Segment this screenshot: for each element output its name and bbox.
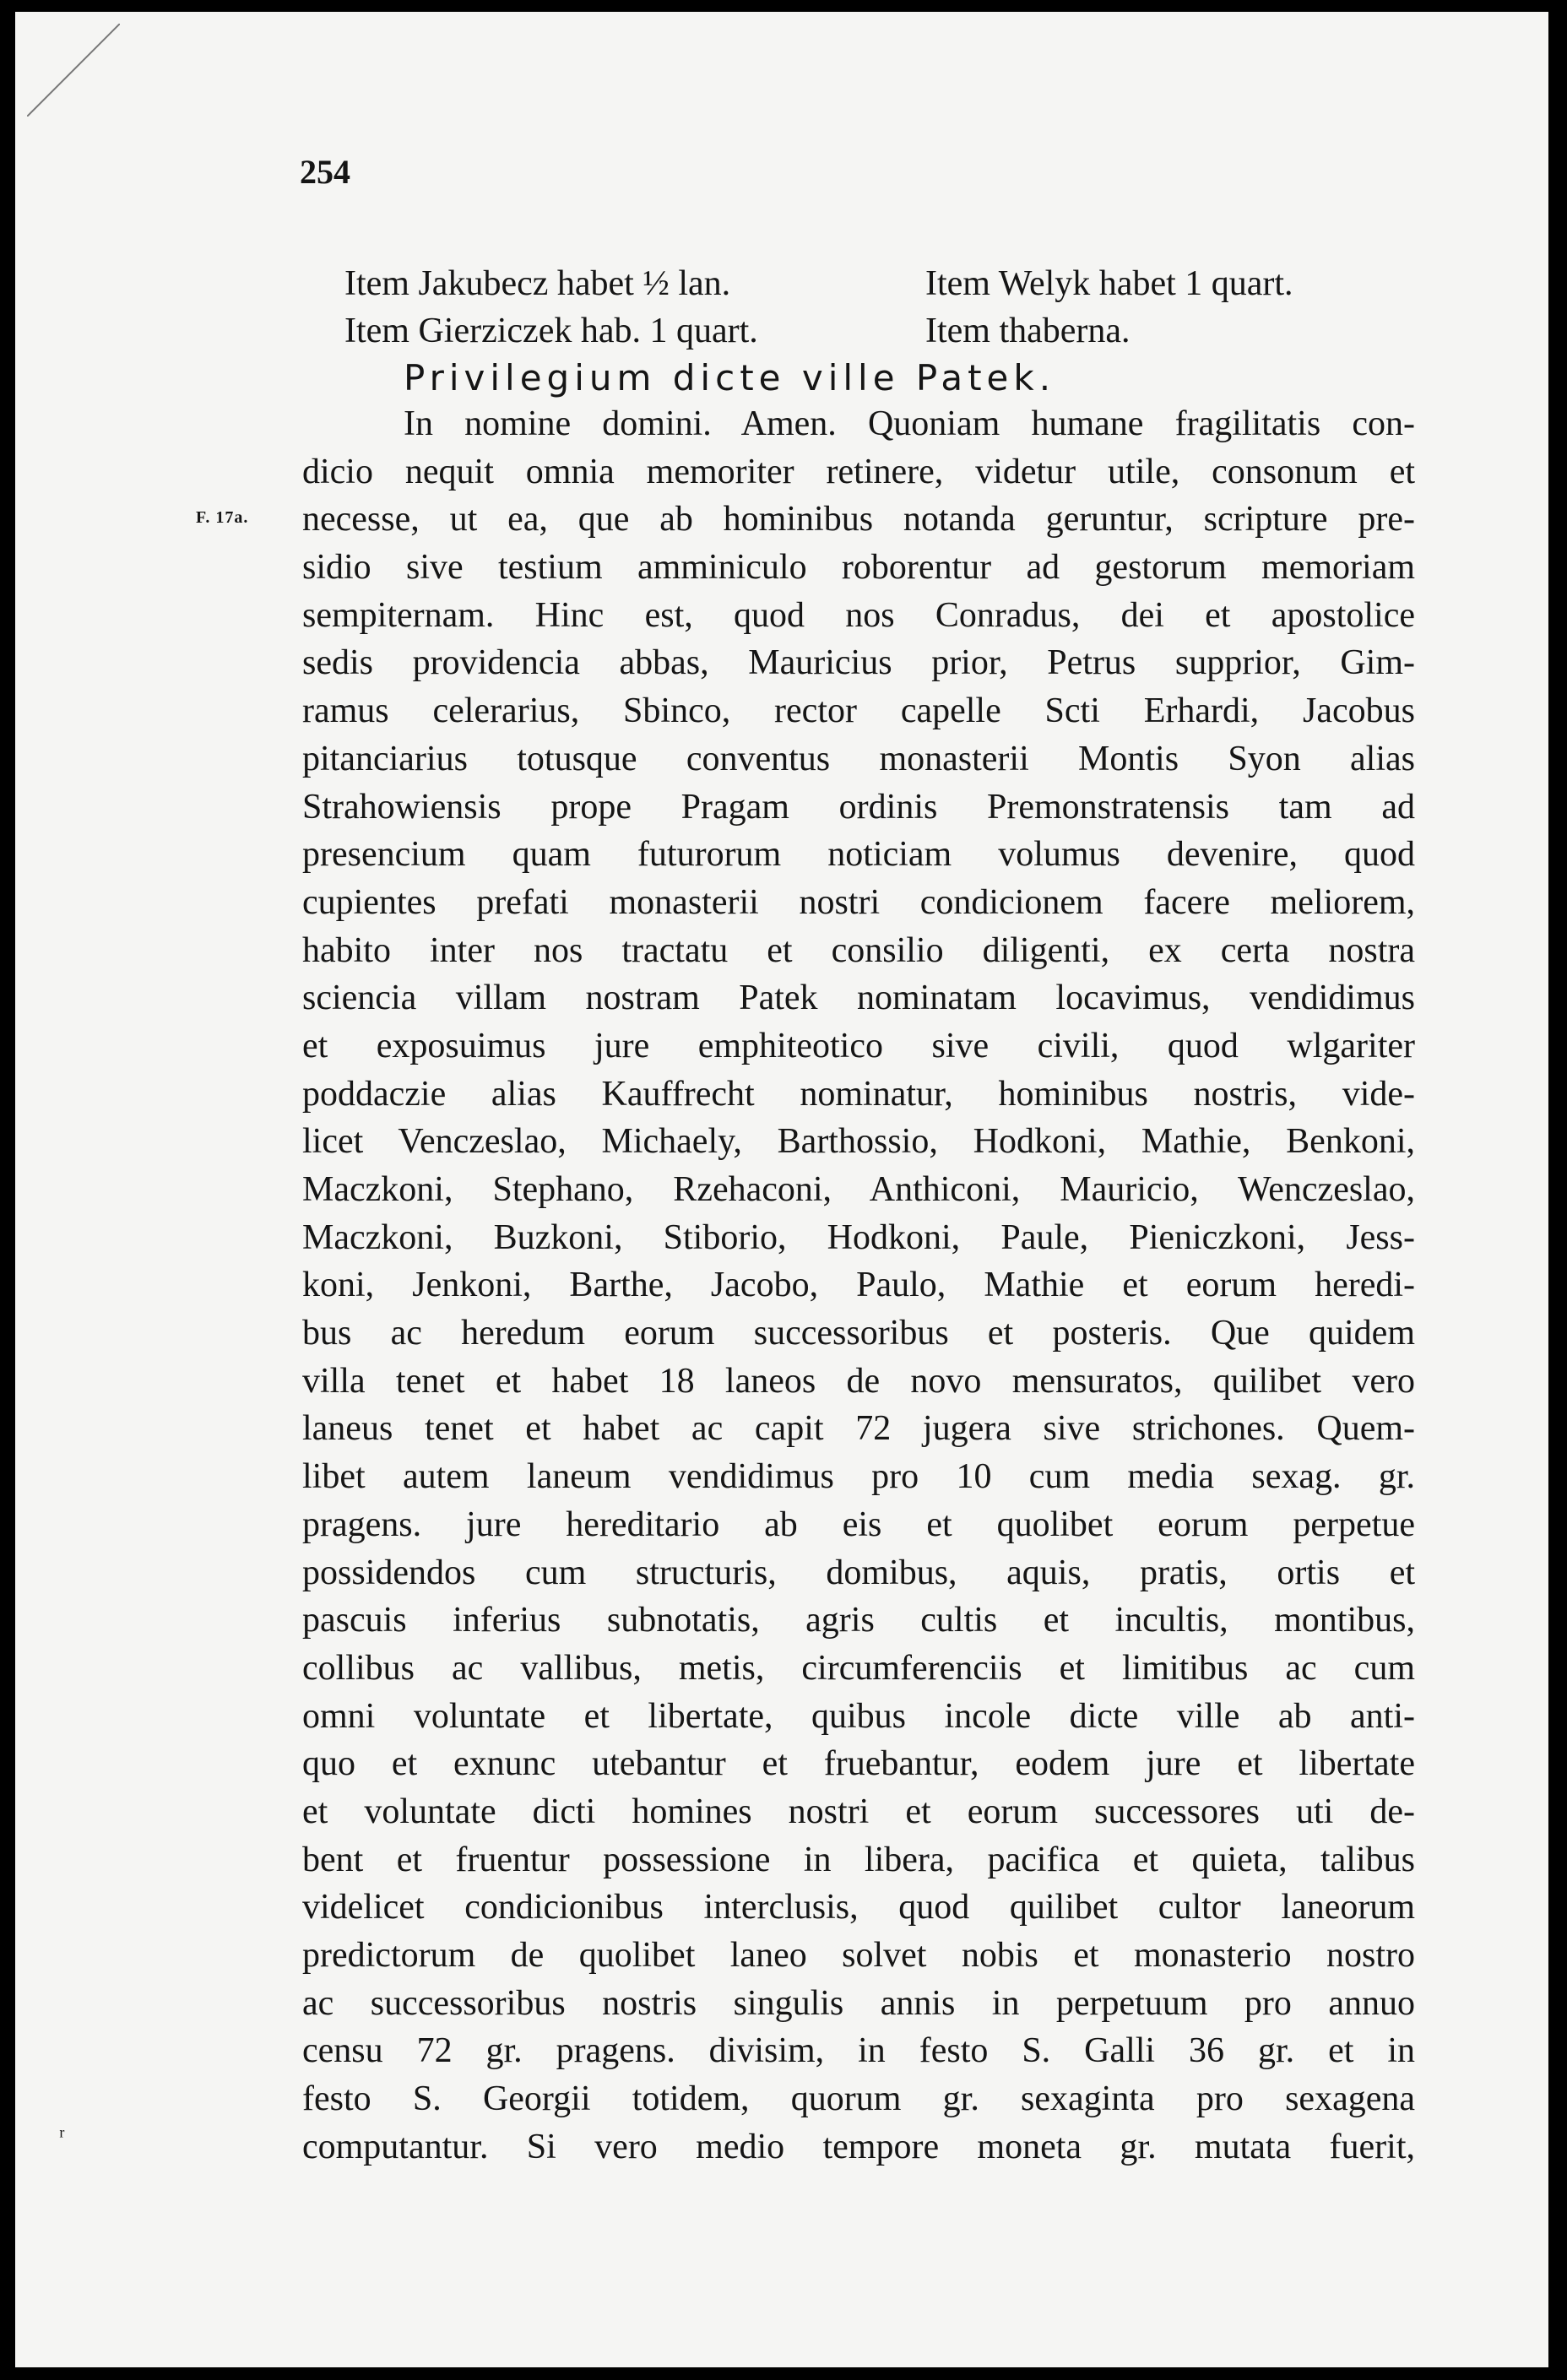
text-line: ramus celerarius, Sbinco, rector capelle Scti Erhardi, Jacobus — [302, 691, 1415, 731]
text-line: censu 72 gr. pragens. divisim, in festo S. Galli 36 gr. et in — [302, 2031, 1415, 2071]
text-line: predictorum de quolibet laneo solvet nobis et monasterio nostro — [302, 1936, 1415, 1975]
entry-row — [344, 260, 1293, 307]
entry-right: Item thaberna. — [925, 312, 1131, 350]
page-corner-mark — [27, 24, 120, 117]
text-line: sempiternam. Hinc est, quod nos Conradus, dei et apostolice — [302, 595, 1415, 635]
text-line: licet Venczeslao, Michaely, Barthossio, Hodkoni, Mathie, Benkoni, — [302, 1122, 1415, 1162]
text-line: sciencia villam nostram Patek nominatam locavimus, vendidimus — [302, 979, 1415, 1018]
text-line: dicio nequit omnia memoriter retinere, videtur utile, consonum et — [302, 452, 1415, 491]
entry-left: Item Jakubecz habet ½ lan. — [344, 264, 731, 303]
text-line: libet autem laneum vendidimus pro 10 cum media sexag. gr. — [302, 1457, 1415, 1497]
text-line: habito inter nos tractatu et consilio diligenti, ex certa nostra — [302, 930, 1415, 970]
text-line: Strahowiensis prope Pragam ordinis Premonstratensis tam ad — [302, 787, 1415, 827]
text-line: festo S. Georgii totidem, quorum gr. sexaginta pro sexagena — [302, 2079, 1415, 2119]
entry-right: Item Welyk habet 1 quart. — [925, 264, 1293, 303]
entry-row — [344, 307, 1293, 355]
entry-left: Item Gierziczek hab. 1 quart. — [344, 312, 758, 350]
text-line: Maczkoni, Stephano, Rzehaconi, Anthiconi, Mauricio, Wenczeslao, — [302, 1170, 1415, 1209]
text-line: bent et fruentur possessione in libera, pacifica et quieta, talibus — [302, 1840, 1415, 1879]
margin-tick-mark: ʳ — [59, 2122, 65, 2150]
text-line: collibus ac vallibus, metis, circumferenciis et limitibus ac cum — [302, 1648, 1415, 1688]
text-line: pragens. jure hereditario ab eis et quolibet eorum perpetue — [302, 1504, 1415, 1544]
text-line: sedis providencia abbas, Mauricius prior, Petrus supprior, Gim- — [302, 643, 1415, 683]
text-line: ac successoribus nostris singulis annis in perpetuum pro annuo — [302, 1983, 1415, 2023]
text-line: bus ac heredum eorum successoribus et posteris. Que quidem — [302, 1314, 1415, 1353]
document-page — [15, 12, 1548, 2367]
text-line: koni, Jenkoni, Barthe, Jacobo, Paulo, Mathie et eorum heredi- — [302, 1266, 1415, 1305]
text-line: possidendos cum structuris, domibus, aquis, pratis, ortis et — [302, 1553, 1415, 1592]
text-line: necesse, ut ea, que ab hominibus notanda geruntur, scripture pre- — [302, 500, 1415, 539]
text-line: pitanciarius totusque conventus monasterii Montis Syon alias — [302, 739, 1415, 778]
body-text — [302, 400, 1415, 2171]
text-line: et voluntate dicti homines nostri et eorum successores uti de- — [302, 1792, 1415, 1831]
text-line: et exposuimus jure emphiteotico sive civili, quod wlgariter — [302, 1026, 1415, 1065]
margin-note: F. 17a. — [196, 508, 249, 527]
text-line: villa tenet et habet 18 laneos de novo mensuratos, quilibet vero — [302, 1361, 1415, 1401]
text-line: pascuis inferius subnotatis, agris cultis et incultis, montibus, — [302, 1601, 1415, 1640]
text-line: In nomine domini. Amen. Quoniam humane fragilitatis con- — [404, 404, 1415, 443]
entry-list — [344, 260, 1293, 355]
text-line: omni voluntate et libertate, quibus incole dicte ville ab anti- — [302, 1696, 1415, 1736]
page-number: 254 — [300, 153, 350, 191]
text-line: computantur. Si vero medio tempore moneta gr. mutata fuerit, — [302, 2127, 1415, 2166]
text-line: presencium quam futurorum noticiam volumus devenire, quod — [302, 835, 1415, 875]
section-heading: Privilegium dicte ville Patek. — [404, 357, 1056, 398]
text-line: videlicet condicionibus interclusis, quod quilibet cultor laneorum — [302, 1888, 1415, 1927]
text-line: sidio sive testium amminiculo roborentur ad gestorum memoriam — [302, 548, 1415, 588]
text-line: poddaczie alias Kauffrecht nominatur, hominibus nostris, vide- — [302, 1074, 1415, 1114]
text-line: laneus tenet et habet ac capit 72 jugera sive strichones. Quem- — [302, 1409, 1415, 1449]
text-line: cupientes prefati monasterii nostri condicionem facere meliorem, — [302, 882, 1415, 922]
text-line: Maczkoni, Buzkoni, Stiborio, Hodkoni, Paule, Pieniczkoni, Jess- — [302, 1217, 1415, 1257]
text-line: quo et exnunc utebantur et fruebantur, eodem jure et libertate — [302, 1744, 1415, 1784]
